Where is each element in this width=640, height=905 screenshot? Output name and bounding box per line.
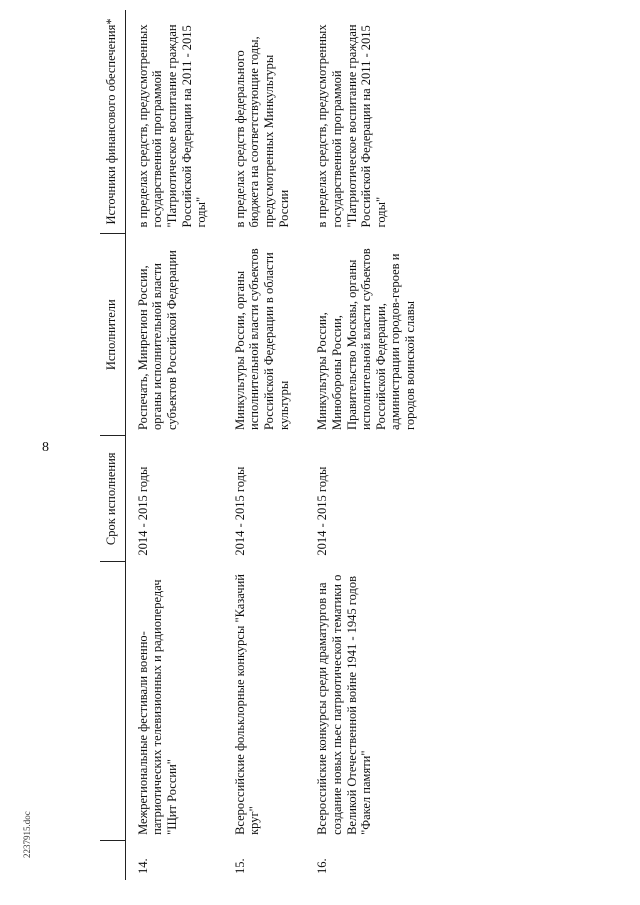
- table-row: [223, 10, 306, 880]
- event-name: Всероссийские фольклорные конкурсы "Казачий круг": [232, 574, 262, 835]
- table-row: [305, 10, 431, 880]
- header-sources: Источники финансового обеспечения*: [100, 10, 125, 233]
- events-table-rotated: [100, 10, 580, 880]
- table-row: [125, 10, 223, 880]
- header-num: [100, 841, 125, 880]
- event-sources: в пределах средств, предусмотренных государственной программой "Патриотическое воспитание граждан Российской Федерации на 2011 - 2015 годы": [315, 24, 388, 228]
- event-executors: Роспечать, Минрегион России, органы исполнительной власти субъектов Российской Федерации: [135, 250, 179, 430]
- event-term: 2014 - 2015 годы: [232, 466, 247, 556]
- event-sources: в пределах средств, предусмотренных государственной программой "Патриотическое воспитание граждан Российской Федерации на 2011 - 2015 годы": [135, 24, 209, 228]
- row-number: 16.: [315, 858, 330, 874]
- event-executors: Минкультуры России, органы исполнительной власти субъектов Российской Федерации в области культуры: [232, 248, 291, 430]
- event-term: 2014 - 2015 годы: [315, 466, 330, 556]
- row-number: 14.: [135, 858, 150, 874]
- document-id: 2237915.doc: [22, 811, 32, 858]
- header-name: [100, 562, 125, 841]
- event-name: Межрегиональные фестивали военно-патриотических телевизионных и радиопередач "Щит России": [135, 579, 179, 835]
- header-executors: Исполнители: [100, 233, 125, 435]
- events-table: [100, 10, 432, 880]
- event-name: Всероссийские конкурсы среди драматургов на создание новых пьес патриотической тематики о Великой Отечественной войне 1941 - 1945 годов "Факел памяти": [315, 574, 374, 835]
- table-header: [100, 10, 125, 880]
- event-executors: Минкультуры России, Минобороны России, Правительство Москвы, органы исполнительной власти субъектов Российской Федерации, администрации городов-героев и городов воинской славы: [315, 248, 417, 430]
- page-number: 8: [42, 440, 49, 455]
- row-number: 15.: [232, 858, 247, 874]
- event-term: 2014 - 2015 годы: [135, 466, 150, 556]
- header-term: Срок исполнения: [100, 436, 125, 562]
- event-sources: в пределах средств федерального бюджета на соответствующие годы, предусмотренных Минкультуры России: [232, 36, 291, 228]
